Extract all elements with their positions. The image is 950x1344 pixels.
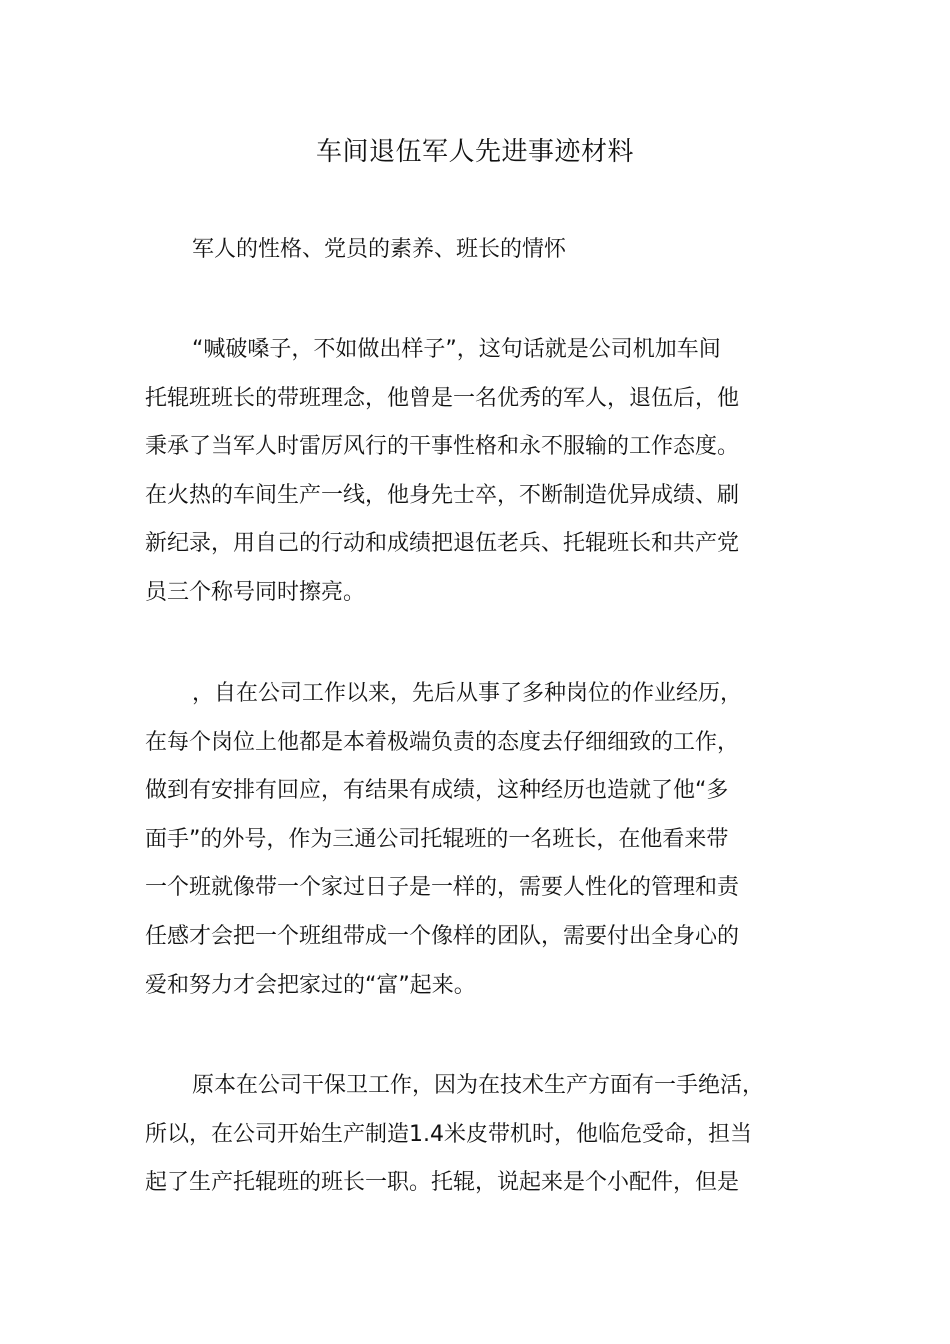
paragraph-line: 秉承了当军人时雷厉风行的干事性格和永不服输的工作态度。 xyxy=(145,434,740,460)
paragraph-line: 员三个称号同时擦亮。 xyxy=(145,579,366,605)
document-title: 车间退伍军人先进事迹材料 xyxy=(315,137,634,167)
paragraph-3 xyxy=(145,1070,825,1216)
paragraph-line: 面手”的外号，作为三通公司托辊班的一名班长，在他看来带 xyxy=(145,826,729,852)
paragraph-line: 在每个岗位上他都是本着极端负责的态度去仔细细致的工作， xyxy=(145,729,740,755)
paragraph-line: 在火热的车间生产一线，他身先士卒，不断制造优异成绩、刷 xyxy=(145,482,740,508)
paragraph-line: 托辊班班长的带班理念，他曾是一名优秀的军人，退伍后，他 xyxy=(145,385,740,411)
paragraph-line: 任感才会把一个班组带成一个像样的团队，需要付出全身心的 xyxy=(145,923,740,949)
paragraph-line: 新纪录，用自己的行动和成绩把退伍老兵、托辊班长和共产党 xyxy=(145,531,740,557)
paragraph-line: ，自在公司工作以来，先后从事了多种岗位的作业经历， xyxy=(192,681,743,706)
paragraph-1 xyxy=(145,334,825,626)
document-subtitle: 军人的性格、党员的素养、班长的情怀 xyxy=(192,237,567,262)
paragraph-line: 所以，在公司开始生产制造1.4米皮带机时，他临危受命，担当 xyxy=(145,1121,752,1147)
paragraph-line: “喊破嗓子，不如做出样子”，这句话就是公司机加车间 xyxy=(192,337,721,362)
paragraph-line: 起了生产托辊班的班长一职。托辊，说起来是个小配件，但是 xyxy=(145,1170,740,1196)
paragraph-line: 爱和努力才会把家过的“富”起来。 xyxy=(145,972,476,998)
paragraph-2 xyxy=(145,678,825,1018)
paragraph-line: 一个班就像带一个家过日子是一样的，需要人性化的管理和责 xyxy=(145,875,740,901)
paragraph-line: 做到有安排有回应，有结果有成绩，这种经历也造就了他“多 xyxy=(145,778,729,804)
paragraph-line: 原本在公司干保卫工作，因为在技术生产方面有一手绝活， xyxy=(192,1073,765,1098)
